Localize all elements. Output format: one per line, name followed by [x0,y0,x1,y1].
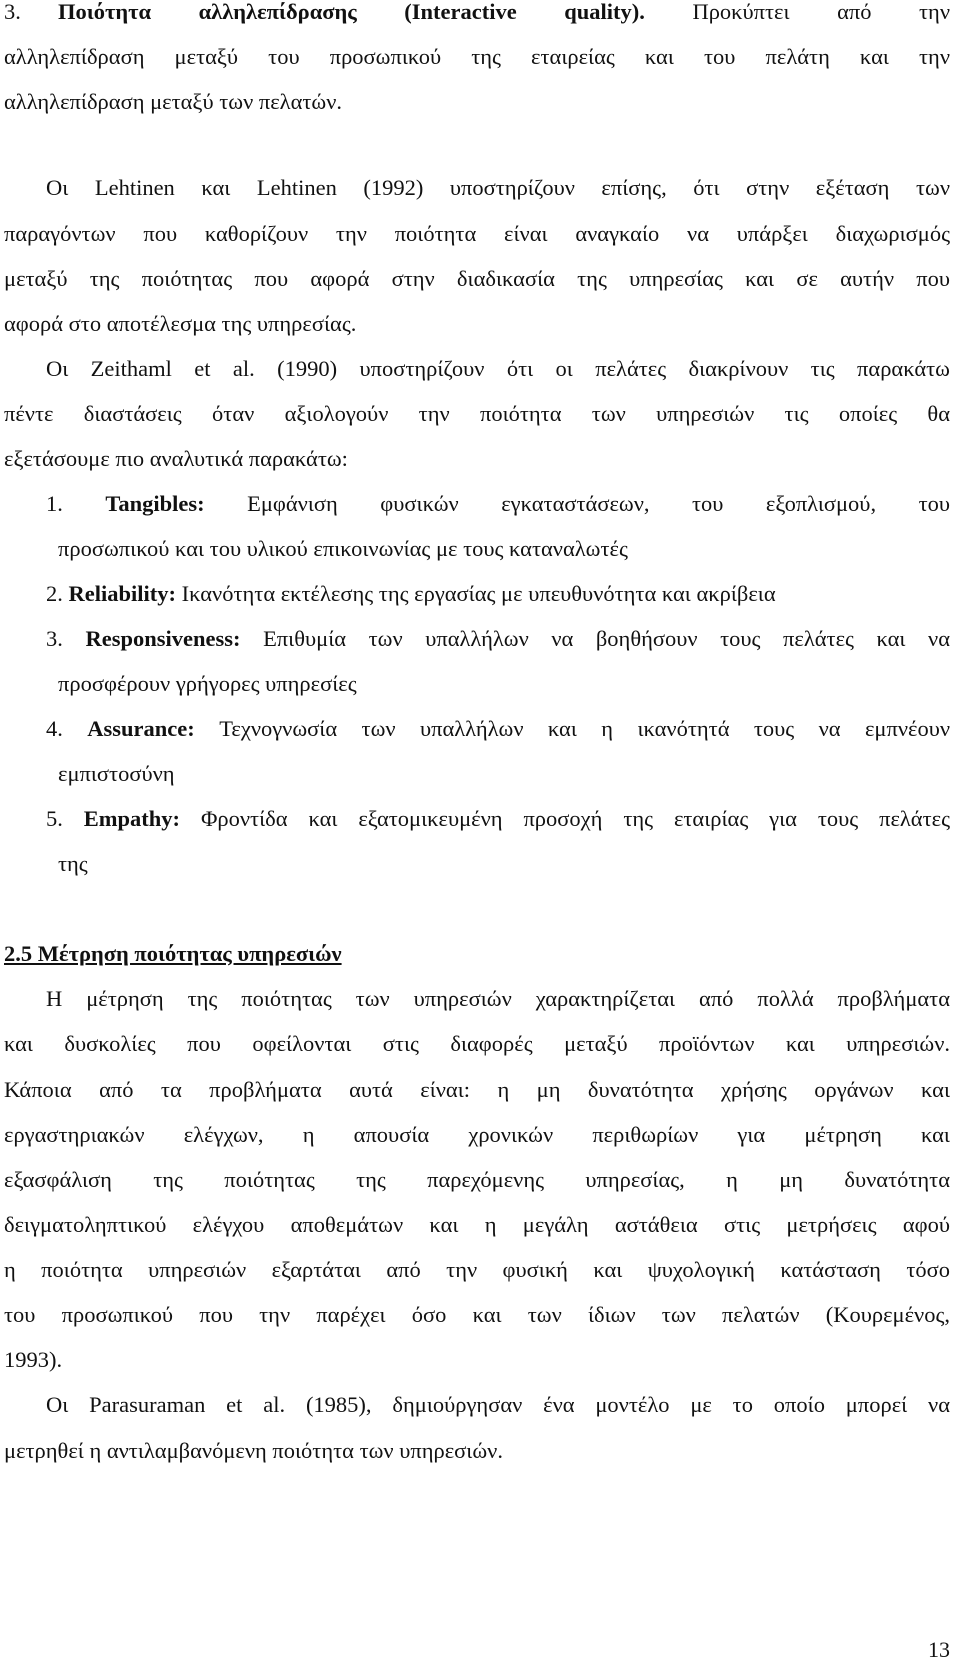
dimension-term: Responsiveness: [85,626,241,651]
paragraph-line: πέντε διαστάσεις όταν αξιολογούν την ποιότητα των υπηρεσιών τις οποίες θα [4,401,950,426]
paragraph-line: Η μέτρηση της ποιότητας των υπηρεσιών χαρακτηρίζεται από πολλά προβλήματα [46,986,950,1011]
paragraph-line: αφορά στο αποτέλεσμα της υπηρεσίας. [4,311,357,336]
dimension-number: 4. [46,716,63,741]
dimension-text: Φροντίδα και εξατομικευμένη προσοχή της εταιρίας για τους πελάτες [200,806,950,831]
dimension-text-cont: προσωπικού και του υλικού επικοινωνίας με τους καταναλωτές [58,536,628,561]
paragraph-line: εξασφάλιση της ποιότητας της παρεχόμενης υπηρεσίας, η μη δυνατότητα [4,1167,950,1192]
dimension-text-cont: εμπιστοσύνη [58,761,175,786]
text-line: αλληλεπίδραση μεταξύ των πελατών. [4,89,343,114]
paragraph-line: εργαστηριακών ελέγχων, η απουσία χρονικών περιθωρίων για μέτρηση και [4,1122,950,1147]
dimension-item [4,804,950,834]
list-number: 3. [4,0,21,24]
paragraph-line: εξετάσουμε πιο αναλυτικά παρακάτω: [4,446,348,471]
dimension-text-cont: της [58,851,88,876]
dimension-text: Τεχνογνωσία των υπαλλήλων και η ικανότητά τους να εμπνέουν [219,716,951,741]
paragraph-line: μετρηθεί η αντιλαμβανόμενη ποιότητα των υπηρεσιών. [4,1438,503,1463]
dimension-text: Επιθυμία των υπαλλήλων να βοηθήσουν τους πελάτες και να [263,626,951,651]
page-number: 13 [928,1637,950,1662]
dimension-item [4,624,950,654]
dimension-term: Empathy: [83,806,181,831]
paragraph-line: του προσωπικού που την παρέχει όσο και των ίδιων των πελατών (Κουρεμένος, [4,1302,950,1327]
paragraph-line: Κάποια από τα προβλήματα αυτά είναι: η μη δυνατότητα χρήσης οργάνων και [4,1077,950,1102]
dimension-item [4,579,950,609]
dimension-number: 5. [46,806,63,831]
dimension-item [4,489,950,519]
text-line: αλληλεπίδραση μεταξύ του προσωπικού της εταιρείας και του πελάτη και την [4,44,950,69]
dimension-term: Reliability: [68,581,176,606]
dimension-text-cont: προσφέρουν γρήγορες υπηρεσίες [58,671,357,696]
paragraph-line: Οι Parasuraman et al. (1985), δημιούργησαν ένα μοντέλο με το οποίο μπορεί να [46,1392,950,1417]
section-heading: 2.5 Μέτρηση ποιότητας υπηρεσιών [4,941,342,966]
list-item-3-line1 [4,0,950,27]
paragraph-line: 1993). [4,1347,63,1372]
paragraph-line: και δυσκολίες που οφείλονται στις διαφορές μεταξύ προϊόντων και υπηρεσιών. [4,1031,950,1056]
paragraph-line: Οι Lehtinen και Lehtinen (1992) υποστηρίζουν επίσης, ότι στην εξέταση των [46,175,950,200]
paragraph-line: μεταξύ της ποιότητας που αφορά στην διαδικασία της υπηρεσίας και σε αυτήν που [4,266,950,291]
dimension-term: Assurance: [87,716,195,741]
paragraph-line: δειγματοληπτικού ελέγχου αποθεμάτων και η μεγάλη αστάθεια στις μετρήσεις αφού [4,1212,950,1237]
list-term: Ποιότητα αλληλεπίδρασης (Interactive quality). [58,0,645,24]
paragraph-line: παραγόντων που καθορίζουν την ποιότητα είναι αναγκαίο να υπάρξει διαχωρισμός [4,221,950,246]
dimension-number: 1. [46,491,63,516]
dimension-term: Tangibles: [105,491,205,516]
dimension-item [4,714,950,744]
dimension-number: 3. [46,626,63,651]
paragraph-line: Οι Zeithaml et al. (1990) υποστηρίζουν ότι οι πελάτες διακρίνουν τις παρακάτω [46,356,950,381]
dimension-text: Ικανότητα εκτέλεσης της εργασίας με υπευθυνότητα και ακρίβεια [181,581,776,606]
list-text: Προκύπτει από την [692,0,950,24]
dimension-text: Εμφάνιση φυσικών εγκαταστάσεων, του εξοπλισμού, του [247,491,951,516]
paragraph-line: η ποιότητα υπηρεσιών εξαρτάται από την φυσική και ψυχολογική κατάσταση τόσο [4,1257,950,1282]
dimension-number: 2. [46,581,63,606]
